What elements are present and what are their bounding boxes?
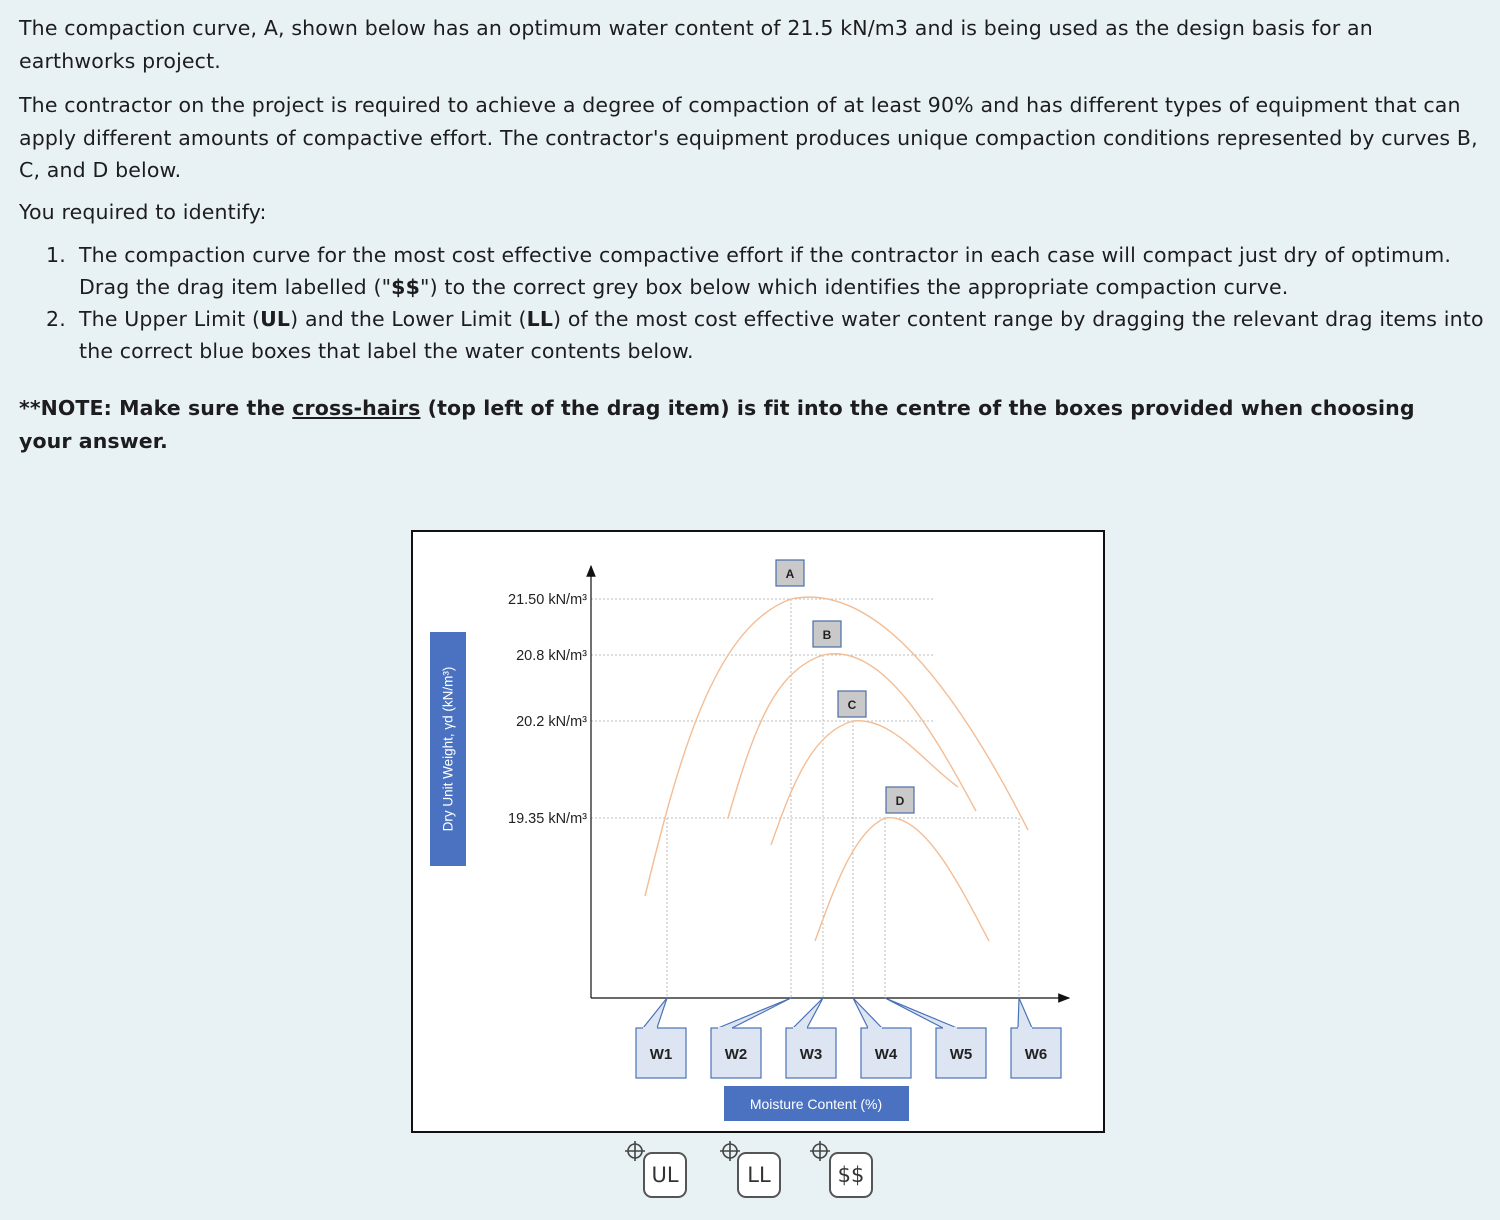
task-item-2	[46, 303, 1491, 367]
curve-b	[728, 654, 976, 818]
intro-paragraph-2: The contractor on the project is required to achieve a degree of compaction of at least 90% and has different types of equipment that can apply different amounts of compactive effort. The contractor's equipment produces unique compaction conditions represented by curves B, C, and D below.	[19, 93, 1478, 182]
task-list	[46, 239, 1491, 367]
curve-d	[815, 818, 989, 941]
water-content-label: W5	[949, 1046, 973, 1063]
cross-hairs-link: cross-hairs	[292, 396, 421, 420]
box-callout-tail	[853, 998, 882, 1028]
y-axis-title-text: Dry Unit Weight, γd (kN/m³)	[440, 666, 456, 832]
box-callout-tail	[643, 998, 667, 1028]
x-axis-title-text: Moisture Content (%)	[749, 1096, 883, 1112]
water-content-label: W6	[1024, 1046, 1048, 1063]
water-content-label: W3	[799, 1046, 823, 1063]
box-callout-tail	[885, 998, 957, 1028]
drag-item-ul[interactable]: UL	[643, 1152, 687, 1198]
curve-c	[771, 721, 958, 845]
water-content-label: W1	[649, 1046, 673, 1063]
y-tick-label: 20.2 kN/m³	[516, 714, 587, 730]
task-text: The compaction curve for the most cost effective compactive effort if the contractor in each case will compact just dry of optimum. Drag the drag item labelled ("$$") to the correct grey box below which identifies the appropriate compaction curve.	[79, 243, 1452, 299]
task-item-1	[46, 239, 1491, 303]
curve-label-text: D	[895, 794, 905, 808]
task-text: The Upper Limit (UL) and the Lower Limit (LL) of the most cost effective water content range by dragging the relevant drag items into the correct blue boxes that label the water contents below.	[79, 307, 1484, 363]
y-tick-label: 19.35 kN/m³	[508, 811, 587, 827]
curve-label-text: B	[822, 628, 832, 642]
water-content-label: W2	[724, 1046, 748, 1063]
note-text: **NOTE: Make sure the cross-hairs (top left of the drag item) is fit into the centre of the boxes provided when choosing your answer.	[19, 396, 1415, 453]
water-content-label: W4	[874, 1046, 898, 1063]
task-number: 2.	[46, 307, 66, 331]
y-tick-label: 21.50 kN/m³	[508, 592, 587, 608]
drag-item-dollars[interactable]: $$	[829, 1152, 873, 1198]
intro-paragraph-3: You required to identify:	[19, 200, 267, 224]
drag-item-ll[interactable]: LL	[737, 1152, 781, 1198]
curve-label-text: C	[847, 698, 857, 712]
task-number: 1.	[46, 243, 66, 267]
x-axis-title	[724, 1086, 909, 1121]
box-callout-tail	[1018, 998, 1032, 1028]
compaction-chart	[411, 530, 1105, 1133]
crosshair-icon	[809, 1140, 831, 1162]
box-callout-tail	[793, 998, 823, 1028]
curve-label-text: A	[785, 567, 795, 581]
intro-paragraph-1: The compaction curve, A, shown below has an optimum water content of 21.5 kN/m3 and is being used as the design basis for an earthworks project.	[19, 16, 1373, 73]
y-axis-title	[430, 632, 466, 866]
y-tick-label: 20.8 kN/m³	[516, 648, 587, 664]
box-callout-tail	[718, 998, 791, 1028]
